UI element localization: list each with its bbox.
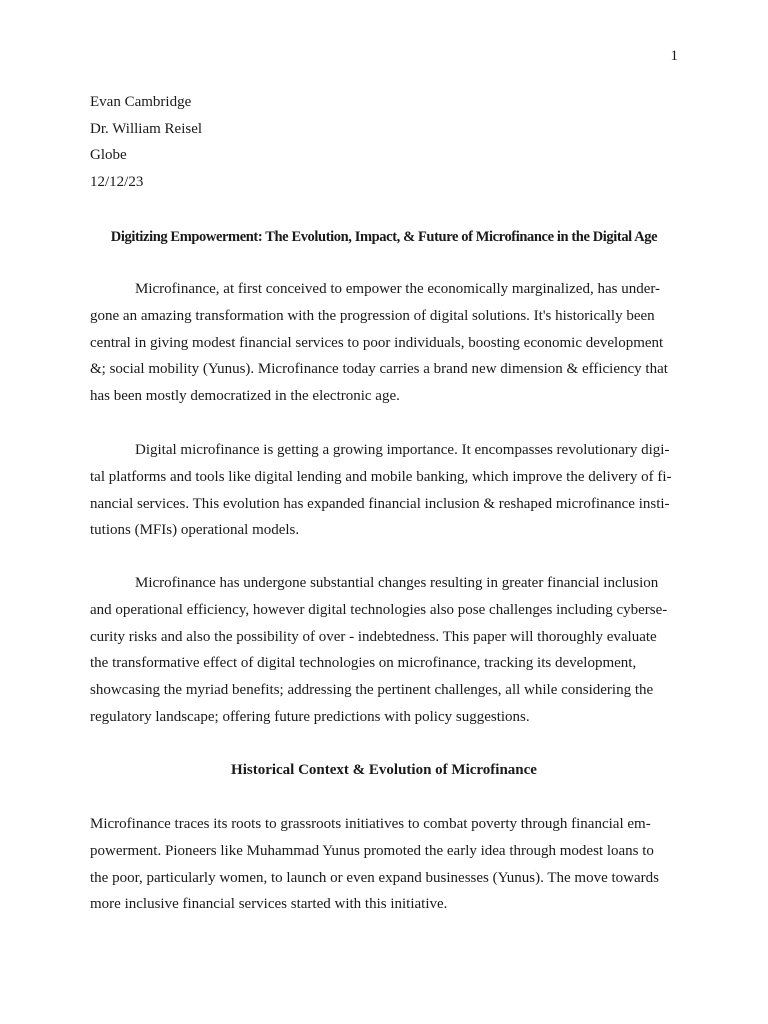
document-date: 12/12/23 (90, 173, 144, 190)
header-block (90, 92, 202, 198)
paragraph-line: curity risks and also the possibility of over - indebtedness. This paper will thoroughly evaluate (90, 628, 657, 645)
paragraph-line: and operational efficiency, however digital technologies also pose challenges including cyberse- (90, 601, 668, 618)
paragraph-line: Microfinance, at first conceived to empower the economically marginalized, has under- (135, 281, 661, 297)
paragraph-line: tal platforms and tools like digital lending and mobile banking, which improve the delivery of fi- (90, 468, 672, 485)
paragraph-line: has been mostly democratized in the electronic age. (90, 388, 400, 405)
paragraph-history (90, 811, 678, 918)
course-name: Globe (90, 147, 127, 163)
paragraph-line: Microfinance traces its roots to grassroots initiatives to combat poverty through financial em- (90, 816, 651, 832)
paragraph-line: Microfinance has undergone substantial changes resulting in greater financial inclusion (135, 575, 659, 591)
paragraph-digital-microfinance (90, 437, 678, 544)
author-name: Evan Cambridge (90, 94, 192, 110)
paragraph-intro (90, 276, 678, 410)
paragraph-line: powerment. Pioneers like Muhammad Yunus promoted the early idea through modest loans to (90, 842, 654, 859)
paragraph-line: &; social mobility (Yunus). Microfinance today carries a brand new dimension & efficiency that (90, 361, 668, 378)
paragraph-line: regulatory landscape; offering future predictions with policy suggestions. (90, 708, 530, 725)
page-number: 1 (670, 48, 678, 64)
document-title: Digitizing Empowerment: The Evolution, Impact, & Future of Microfinance in the Digital Age (110, 229, 658, 245)
paragraph-line: the poor, particularly women, to launch or even expand businesses (Yunus). The move towards (90, 869, 659, 886)
paragraph-line: nancial services. This evolution has expanded financial inclusion & reshaped microfinance insti- (90, 495, 670, 512)
paragraph-line: central in giving modest financial services to poor individuals, boosting economic development (90, 334, 664, 351)
section-heading: Historical Context & Evolution of Microfinance (231, 762, 537, 778)
paragraph-line: showcasing the myriad benefits; addressing the pertinent challenges, all while considering the (90, 682, 654, 699)
paragraph-line: tutions (MFIs) operational models. (90, 522, 300, 539)
instructor-name: Dr. William Reisel (90, 120, 203, 137)
paragraph-line: Digital microfinance is getting a growing importance. It encompasses revolutionary digi- (135, 442, 670, 458)
paragraph-line: more inclusive financial services started with this initiative. (90, 896, 448, 913)
paragraph-line: gone an amazing transformation with the progression of digital solutions. It's historically been (90, 307, 655, 324)
paragraph-line: the transformative effect of digital technologies on microfinance, tracking its development, (90, 655, 637, 672)
paragraph-challenges (90, 570, 678, 731)
